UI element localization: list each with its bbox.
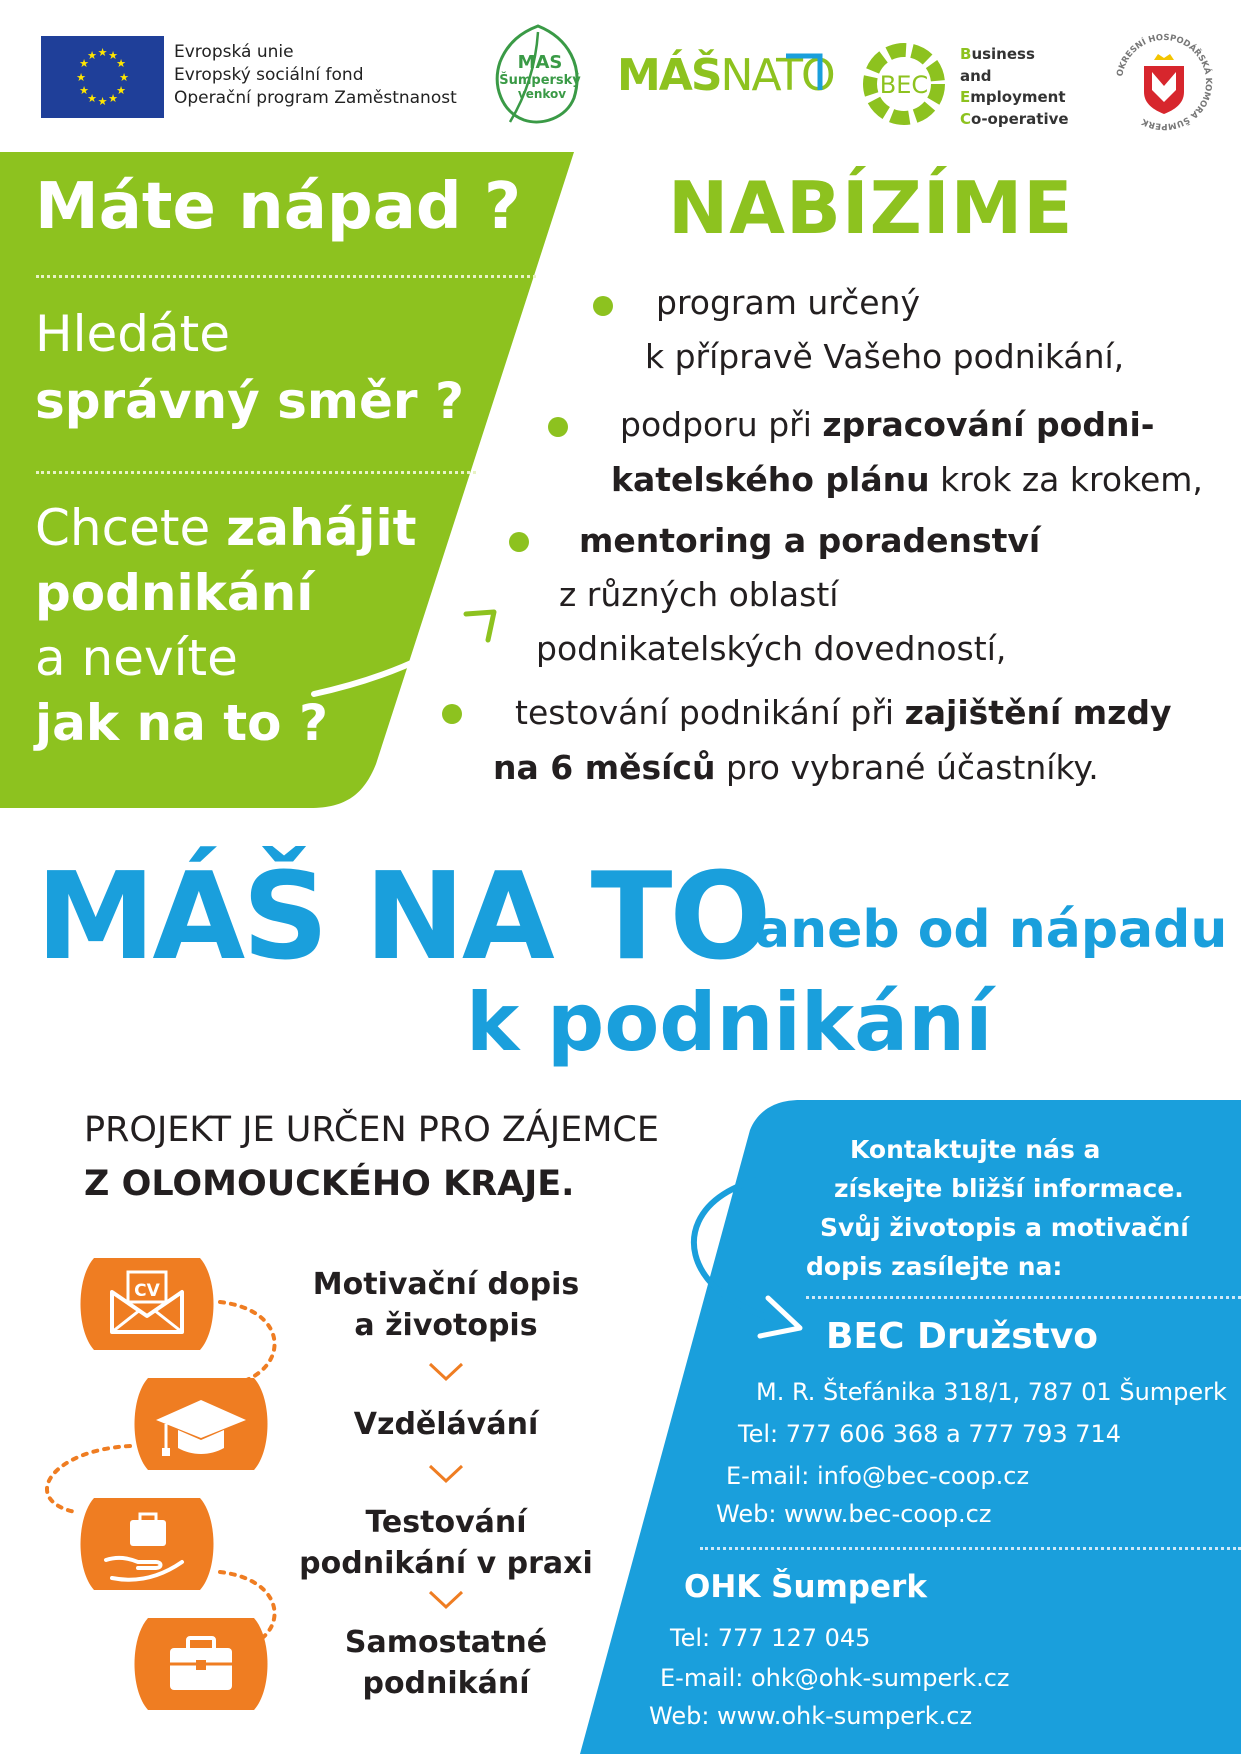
svg-text:★: ★ [76, 71, 86, 84]
hand-briefcase-icon [72, 1498, 222, 1590]
bec-email[interactable]: E-mail: info@bec-coop.cz [726, 1462, 1030, 1490]
svg-text:★: ★ [119, 71, 129, 84]
offer-item-3-line2: z různých oblastí [559, 575, 839, 614]
offer-item-3-line3: podnikatelských dovedností, [536, 629, 1007, 668]
question-2-bold: správný směr ? [35, 372, 464, 430]
chevron-down-icon [428, 1464, 464, 1484]
bec-rest-1: and [960, 66, 992, 85]
offer-item-1-line2: k přípravě Vašeho podnikání, [645, 337, 1125, 376]
chevron-down-icon [428, 1362, 464, 1382]
bec-rest-0: usiness [971, 45, 1035, 63]
masnato-logo-bold: MÁŠ [617, 50, 721, 101]
svg-text:★: ★ [87, 92, 97, 105]
step-1-label: Motivační dopis a životopis [312, 1267, 580, 1343]
masnato-corner-icon [780, 52, 826, 98]
q3-light-2: a nevíte [35, 629, 238, 687]
contact-intro-1: Kontaktujte nás a [850, 1135, 1101, 1164]
svg-text:★: ★ [108, 92, 118, 105]
eu-line-3: Operační program Zaměstnanost [174, 88, 457, 108]
bec-tel: Tel: 777 606 368 a 777 793 714 [738, 1420, 1122, 1448]
contact-intro-2: získejte bližší informace. [834, 1174, 1184, 1203]
offer-item-3-line1: mentoring a poradenství [579, 521, 1041, 560]
svg-text:★: ★ [97, 46, 108, 59]
offer-item-2-line1: podporu při zpracování podni- [620, 405, 1155, 444]
contact-intro-3: Svůj životopis a motivační [820, 1213, 1189, 1242]
svg-text:★: ★ [108, 49, 118, 62]
offer-item-2-line2: katelského plánu krok za krokem, [611, 460, 1203, 499]
offer-item-1-line1: program určený [656, 283, 920, 322]
divider-dots-1 [36, 275, 536, 278]
svg-text:★: ★ [97, 95, 108, 108]
ohk-sumperk-logo-icon [1112, 30, 1216, 134]
offer-title: NABÍZÍME [668, 166, 1074, 250]
cv-label: CV [134, 1281, 160, 1301]
svg-text:★: ★ [79, 57, 89, 70]
bec-logo-text [960, 44, 1069, 130]
briefcase-icon [126, 1618, 276, 1710]
target-line-1: PROJEKT JE URČEN PRO ZÁJEMCE [84, 1110, 659, 1150]
offer-bullet-3 [509, 532, 529, 552]
curved-arrow-icon [300, 600, 510, 710]
contact-intro-4: dopis zasílejte na: [806, 1252, 1063, 1281]
q3-bold-3: jak na to ? [35, 694, 328, 752]
mas-logo-line2: Šumperský [499, 73, 581, 88]
main-title: MÁŠ NA TO [36, 848, 769, 987]
bec-rest-3: o-operative [971, 109, 1069, 128]
question-2-light: Hledáte [35, 305, 230, 363]
contact-divider-2 [700, 1547, 1241, 1550]
bec-initial-0: B [960, 45, 972, 63]
bec-address: M. R. Štefánika 318/1, 787 01 Šumperk [756, 1378, 1227, 1406]
svg-text:★: ★ [79, 84, 89, 97]
target-line-2: Z OLOMOUCKÉHO KRAJE. [84, 1164, 575, 1204]
eu-line-2: Evropský sociální fond [174, 65, 364, 85]
bec-initial-3: C [960, 109, 972, 128]
graduation-cap-icon [126, 1378, 276, 1470]
main-subtitle-1: aneb od nápadu [755, 900, 1228, 960]
ohk-tel: Tel: 777 127 045 [670, 1624, 871, 1652]
q3-bold-1: zahájit [226, 499, 417, 557]
bec-web[interactable]: Web: www.bec-coop.cz [716, 1500, 992, 1528]
chevron-down-icon [428, 1590, 464, 1610]
svg-text:★: ★ [116, 57, 126, 70]
main-subtitle-2: k podnikání [466, 976, 993, 1069]
divider-dots-2 [36, 471, 476, 474]
step-2-label: Vzdělávání [353, 1407, 539, 1442]
eu-text [174, 41, 457, 110]
bec-initial-2: E [960, 88, 971, 106]
offer-bullet-4 [442, 704, 462, 724]
contact-divider-1 [806, 1296, 1241, 1299]
eu-flag-icon [41, 36, 164, 118]
mas-logo-line1: MAS [517, 52, 563, 73]
ohk-web[interactable]: Web: www.ohk-sumperk.cz [649, 1702, 973, 1730]
offer-item-4-line2: na 6 měsíců pro vybrané účastníky. [493, 748, 1099, 787]
svg-text:★: ★ [87, 49, 97, 62]
step-4-label: Samostatné podnikání [344, 1625, 548, 1701]
contact-arrow-icon [676, 1170, 816, 1350]
question-1: Máte nápad ? [35, 170, 522, 244]
cv-envelope-icon [72, 1258, 222, 1350]
ohk-name: OHK Šumperk [684, 1569, 927, 1605]
eu-line-1: Evropská unie [174, 42, 294, 62]
q3-bold-2: podnikání [35, 564, 314, 622]
step-3-label: Testování podnikání v praxi [299, 1505, 593, 1581]
bec-rest-2: mployment [970, 88, 1066, 106]
bec-logo-mark: BEC [879, 71, 929, 99]
offer-bullet-1 [593, 296, 613, 316]
ohk-email[interactable]: E-mail: ohk@ohk-sumperk.cz [660, 1664, 1010, 1692]
mas-sumpersky-venkov-logo [488, 22, 588, 130]
offer-bullet-2 [548, 417, 568, 437]
ohk-ring-text: OKRESNÍ HOSPODÁŘSKÁ KOMORA ŠUMPERK [1115, 32, 1214, 132]
offer-item-4-line1: testování podnikání při zajištění mzdy [515, 693, 1172, 732]
svg-text:★: ★ [116, 84, 126, 97]
bec-logo-icon [860, 40, 948, 128]
masnato-logo-light: NATO [720, 50, 834, 101]
bec-name: BEC Družstvo [826, 1316, 1099, 1357]
mas-logo-line3: venkov [517, 87, 567, 101]
q3-light-1: Chcete [35, 499, 227, 557]
